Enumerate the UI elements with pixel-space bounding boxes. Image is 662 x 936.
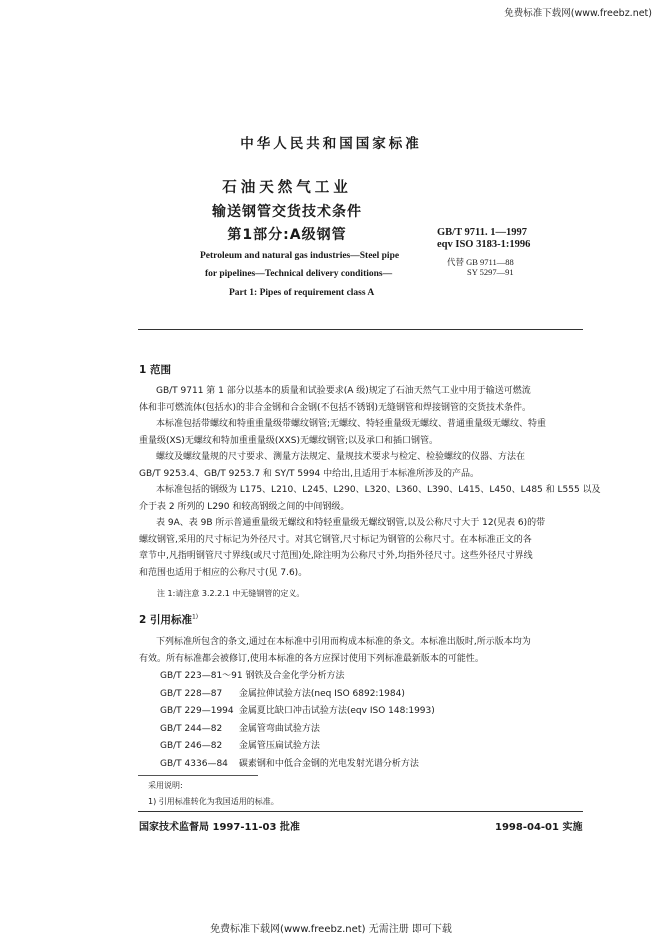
watermark-bottom: 免费标准下载网(www.freebz.net) 无需注册 即可下载 (210, 924, 452, 935)
s1-p4-l1: 本标准包括的钢级为 L175、L210、L245、L290、L320、L360、L390、L415、L450、L485 和 L555 以及 (156, 485, 601, 495)
reference-code: GB/T 244—82 (160, 723, 223, 734)
s2-intro-l2: 有效。所有标准都会被修订,使用本标准的各方应探讨使用下列标准最新版本的可能性。 (139, 653, 484, 664)
reference-code: GB/T 229—1994 (160, 706, 234, 716)
s1-p3-l1: 螺纹及螺纹量规的尺寸要求、测量方法规定、量规技术要求与检定、检验螺纹的仪器、方法在 (156, 452, 526, 462)
reference-code: GB/T 228—87 (160, 688, 223, 699)
section-2-footnote-mark: 1) (191, 613, 199, 621)
reference-title: 碳素钢和中低合金钢的光电发射光谱分析方法 (238, 758, 419, 769)
reference-list (160, 668, 435, 773)
section-2-heading (139, 612, 198, 627)
reference-item (160, 703, 435, 721)
reference-item (160, 738, 435, 756)
national-standard-heading: 中华人民共和国国家标准 (240, 136, 422, 152)
equivalent-standard: eqv ISO 3183-1:1996 (437, 239, 531, 250)
standard-number-block (437, 227, 530, 251)
replaces-line-1: 代替 GB 9711—88 (447, 257, 514, 267)
s1-p5-l4: 和范围也适用于相应的公称尺寸(见 7.6)。 (139, 567, 308, 578)
reference-item (160, 686, 435, 704)
section-2-heading-text: 2 引用标准 (139, 614, 192, 626)
s1-p2-l2: 重量级(XS)无螺纹和特加重重量级(XXS)无螺纹钢管;以及承口和插口钢管。 (139, 435, 439, 446)
title-en-line-1: Petroleum and natural gas industries—Steel pipe (200, 251, 400, 261)
replaces-line-2: SY 5297—91 (467, 267, 514, 277)
approval-date: 国家技术监督局 1997-11-03 批准 (139, 822, 300, 833)
section-1-note: 注 1:请注意 3.2.2.1 中无缝钢管的定义。 (157, 589, 305, 598)
footnote-divider (138, 775, 258, 776)
s2-intro-l1: 下列标准所包含的条文,通过在本标准中引用而构成本标准的条文。本标准出版时,所示版本均为 (156, 637, 531, 647)
footnote-label: 采用说明: (148, 781, 183, 790)
footer-divider (138, 811, 583, 812)
section-1-heading: 1 范围 (139, 364, 171, 376)
replaces-block (447, 257, 514, 277)
title-cn-line-2: 输送钢管交货技术条件 (212, 204, 362, 220)
reference-item (160, 756, 435, 774)
reference-item (160, 721, 435, 739)
s1-p5-l1: 表 9A、表 9B 所示普通重量级无螺纹和特轻重量级无螺纹钢管,以及公称尺寸大于 12(见表 6)的带 (156, 518, 546, 528)
s1-p4-l2: 介于表 2 所列的 L290 和较高钢级之间的中间钢级。 (139, 501, 350, 512)
reference-title: 金属夏比缺口冲击试验方法(eqv ISO 148:1993) (238, 706, 435, 716)
section-1-body (139, 383, 601, 581)
reference-title: 金属拉伸试验方法(neq ISO 6892:1984) (238, 688, 405, 699)
reference-code: GB/T 223—81～91 (160, 671, 243, 681)
title-en-line-2: for pipelines—Technical delivery conditions— (205, 269, 393, 279)
header-divider (138, 329, 583, 330)
s1-p5-l3: 章节中,凡指明钢管尺寸界线(或尺寸范围)处,除注明为公称尺寸外,均指外径尺寸。这些外径尺寸界线 (139, 551, 533, 561)
title-en-line-3: Part 1: Pipes of requirement class A (229, 288, 375, 298)
implementation-date: 1998-04-01 实施 (495, 822, 583, 833)
reference-title: 钢铁及合金化学分析方法 (245, 671, 345, 681)
reference-item (160, 668, 435, 686)
title-cn-line-3: 第1部分:A级钢管 (227, 227, 347, 243)
standard-number: GB/T 9711. 1—1997 (437, 227, 527, 238)
section-2-intro (139, 634, 531, 667)
reference-title: 金属管弯曲试验方法 (238, 723, 320, 734)
reference-title: 金属管压扁试验方法 (238, 741, 320, 751)
s1-p5-l2: 螺纹钢管,采用的尺寸标记为外径尺寸。对其它钢管,尺寸标记为钢管的公称尺寸。在本标准正文的各 (139, 534, 532, 545)
reference-code: GB/T 4336—84 (160, 758, 228, 769)
s1-p2-l1: 本标准包括带螺纹和特重重量级带螺纹钢管;无螺纹、特轻重量级无螺纹、普通重量级无螺纹、特重 (156, 419, 547, 429)
s1-p1-l2: 体和非可燃流体(包括水)的非合金钢和合金钢(不包括不锈钢)无缝钢管和焊接钢管的交货技术条件。 (139, 402, 532, 413)
footnote-item: 1) 引用标准转化为我国适用的标准。 (148, 797, 279, 806)
s1-p1-l1: GB/T 9711 第 1 部分以基本的质量和试验要求(A 级)规定了石油天然气工业中用于输送可燃流 (156, 386, 531, 396)
reference-code: GB/T 246—82 (160, 741, 223, 751)
watermark-top: 免费标准下载网(www.freebz.net) (504, 8, 652, 19)
s1-p3-l2: GB/T 9253.4、GB/T 9253.7 和 SY/T 5994 中给出,且适用于本标准所涉及的产品。 (139, 468, 480, 479)
title-cn-line-1: 石油天然气工业 (222, 180, 352, 196)
